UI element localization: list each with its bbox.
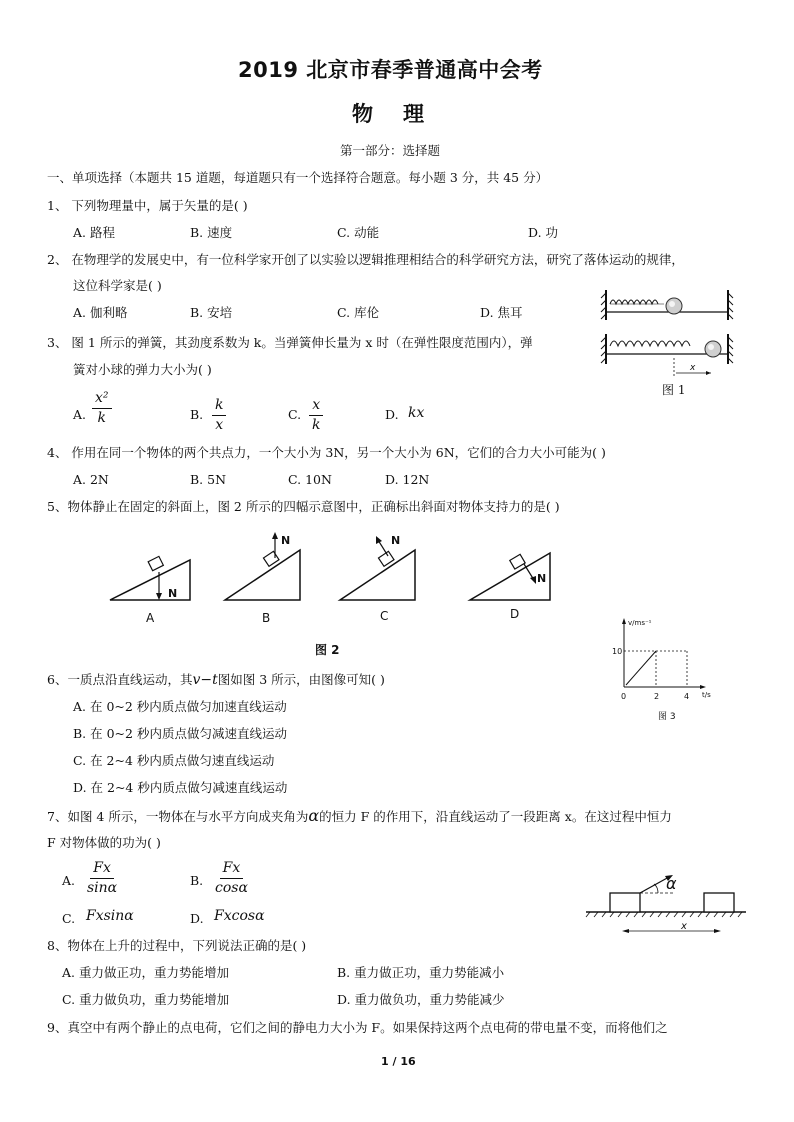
q1-stem: 1、 下列物理量中，属于矢量的是( ) <box>47 198 248 213</box>
q3-option-a-denominator: k <box>97 410 106 426</box>
q2-option-d: D. 焦耳 <box>480 305 523 320</box>
figure-3-x-tick-0: 0 <box>621 692 627 701</box>
q4-stem: 4、 作用在同一个物体的两个共点力，一个大小为 3N，另一个大小为 6N，它们的合力大小可能为( ) <box>47 445 606 460</box>
figure-2-panel-d <box>470 553 550 621</box>
q3-stem-line1: 3、 图 1 所示的弹簧，其劲度系数为 k。当弹簧伸长量为 x 时（在弹性限度范围内），弹 <box>47 335 533 350</box>
q2-stem-line2: 这位科学家是( ) <box>73 278 162 293</box>
figure-3-vt-graph <box>612 615 722 725</box>
svg-text:N: N <box>391 534 401 547</box>
figure-2-caption: 图 2 <box>315 643 340 657</box>
svg-text:N: N <box>281 534 291 547</box>
q8-option-b: B. 重力做正功，重力势能减小 <box>337 965 505 980</box>
q3-option-b-fraction <box>212 397 226 434</box>
q3-option-b-numerator: k <box>212 397 226 416</box>
q1-option-b: B. 速度 <box>190 225 233 240</box>
svg-text:B: B <box>262 611 271 625</box>
figure-2-panel-b <box>225 532 300 625</box>
figure-3-y-tick: 10 <box>612 647 623 656</box>
q7-stem-prefix: 7、如图 4 所示，一物体在与水平方向成夹角为 <box>47 809 309 824</box>
q7-option-b-label: B. <box>190 873 204 888</box>
q3-option-d-label: D. <box>385 407 399 422</box>
q1-option-d: D. 功 <box>528 225 559 240</box>
q3-option-a-numerator: x² <box>92 390 112 409</box>
q1-option-c: C. 动能 <box>337 225 380 240</box>
figure-2-panel-a <box>110 556 190 625</box>
q2-option-c: C. 库伦 <box>337 305 380 320</box>
q7-stem-line2: F 对物体做的功为( ) <box>47 835 161 850</box>
svg-text:N: N <box>537 572 547 585</box>
q7-option-a-label: A. <box>62 873 76 888</box>
figure-4-block-force <box>584 865 754 940</box>
figure-1-caption: 图 1 <box>662 383 686 397</box>
q3-option-c-denominator: k <box>312 417 321 433</box>
svg-text:N: N <box>168 587 178 600</box>
q5-stem: 5、物体静止在固定的斜面上，图 2 所示的四幅示意图中，正确标出斜面对物体支持力的是( ) <box>47 499 560 514</box>
q3-option-c-fraction <box>309 397 323 434</box>
q7-option-b-fraction <box>212 860 251 897</box>
figure-2-panel-c <box>340 534 415 623</box>
q3-option-a-label: A. <box>73 407 87 422</box>
q6-stem <box>47 672 385 688</box>
figure-2-inclines <box>100 520 580 660</box>
svg-text:C: C <box>380 609 389 623</box>
figure-3-x-axis-label: t/s <box>702 691 711 699</box>
q7-option-b-denominator: cosα <box>215 880 248 896</box>
q7-option-a-numerator: Fx <box>90 860 114 879</box>
q4-option-a: A. 2N <box>73 472 109 487</box>
q6-option-a: A. 在 0~2 秒内质点做匀加速直线运动 <box>73 699 287 714</box>
q3-option-b-denominator: x <box>215 417 224 433</box>
q7-stem-alpha: α <box>308 806 320 825</box>
q2-stem-line1: 2、 在物理学的发展史中，有一位科学家开创了以实验以逻辑推理相结合的科学研究方法，研究了落体运动的规律， <box>47 252 684 267</box>
q8-option-d: D. 重力做负功，重力势能减少 <box>337 992 505 1007</box>
q9-stem: 9、真空中有两个静止的点电荷，它们之间的静电力大小为 F。如果保持这两个点电荷的带电量不变，而将他们之 <box>47 1020 668 1035</box>
figure-3-y-axis-label: v/ms⁻¹ <box>628 619 652 627</box>
q7-option-a-fraction <box>84 860 120 897</box>
subject-title: 物理 <box>352 102 454 126</box>
q4-option-b: B. 5N <box>190 472 227 487</box>
q8-option-a: A. 重力做正功，重力势能增加 <box>62 965 229 980</box>
q6-option-d: D. 在 2~4 秒内质点做匀减速直线运动 <box>73 780 288 795</box>
part-instruction: 一、单项选择（本题共 15 道题，每道题只有一个选择符合题意。每小题 3 分，共 45 分） <box>47 170 549 185</box>
q6-stem-math: v−t <box>192 672 218 688</box>
q7-stem-line1 <box>47 808 672 825</box>
q4-option-d: D. 12N <box>385 472 430 487</box>
q3-option-c-numerator: x <box>309 397 323 416</box>
figure-4-x-label: x <box>681 921 687 932</box>
q1-option-a: A. 路程 <box>73 225 115 240</box>
q3-option-d-expr: kx <box>408 405 425 421</box>
figure-3-x-tick-2: 2 <box>654 692 660 701</box>
q6-stem-suffix: 图如图 3 所示，由图像可知( ) <box>217 672 385 687</box>
figure-1-spring <box>600 288 738 388</box>
section-title: 第一部分：选择题 <box>340 143 441 158</box>
q6-stem-prefix: 6、一质点沿直线运动，其 <box>47 672 193 687</box>
q7-option-d-expr: Fxcosα <box>214 908 265 924</box>
figure-4-alpha: α <box>666 874 677 893</box>
q3-option-b-label: B. <box>190 407 204 422</box>
q6-option-c: C. 在 2~4 秒内质点做匀速直线运动 <box>73 753 275 768</box>
svg-text:D: D <box>510 607 520 621</box>
q2-option-a: A. 伽利略 <box>73 305 128 320</box>
q4-option-c: C. 10N <box>288 472 332 487</box>
q7-option-b-numerator: Fx <box>220 860 244 879</box>
q3-option-a-fraction <box>92 390 112 427</box>
q7-option-a-denominator: sinα <box>87 880 118 896</box>
q8-option-c: C. 重力做负功，重力势能增加 <box>62 992 230 1007</box>
figure-3-caption: 图 3 <box>658 712 676 722</box>
exam-title: 2019 北京市春季普通高中会考 <box>238 58 543 82</box>
svg-text:A: A <box>146 611 155 625</box>
q8-stem: 8、物体在上升的过程中，下列说法正确的是( ) <box>47 938 307 953</box>
q7-option-d-label: D. <box>190 911 204 926</box>
q2-option-b: B. 安培 <box>190 305 233 320</box>
q3-option-c-label: C. <box>288 407 302 422</box>
page-number: 1 / 16 <box>381 1055 416 1068</box>
q6-option-b: B. 在 0~2 秒内质点做匀减速直线运动 <box>73 726 287 741</box>
q3-stem-line2: 簧对小球的弹力大小为( ) <box>73 362 212 377</box>
figure-3-x-tick-4: 4 <box>684 692 690 701</box>
q7-stem-suffix: 的恒力 F 的作用下，沿直线运动了一段距离 x。在这过程中恒力 <box>319 809 672 824</box>
q7-option-c-expr: Fxsinα <box>86 908 134 924</box>
q7-option-c-label: C. <box>62 911 76 926</box>
figure-1-x-label: x <box>690 363 696 373</box>
